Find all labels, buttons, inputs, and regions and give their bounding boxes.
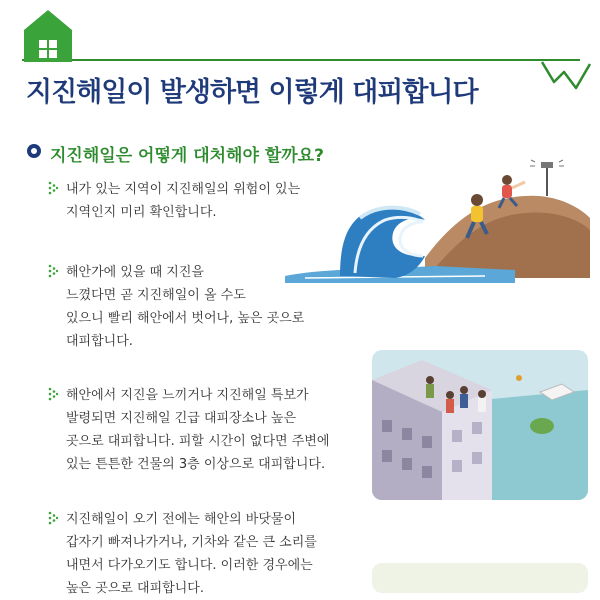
- dot-arrow-icon: [48, 181, 58, 195]
- lightning-icon: [540, 60, 592, 90]
- circle-bullet-icon: [27, 144, 41, 158]
- partial-illustration-panel: [372, 563, 588, 593]
- flooded-building-illustration: [372, 350, 588, 500]
- dot-arrow-icon: [48, 511, 58, 525]
- tsunami-hill-illustration: [285, 158, 590, 293]
- list-item-text: 해안에서 지진을 느끼거나 지진해일 특보가 발령되면 지진해일 긴급 대피장소나 높은 곳으로 대피합니다. 피할 시간이 없다면 주변에 있는 튼튼한 건물의 3층 이상으로 대피합니다.: [66, 388, 330, 472]
- dot-arrow-icon: [48, 264, 58, 278]
- list-item-text: 내가 있는 지역이 지진해일의 위험이 있는 지역인지 미리 확인합니다.: [66, 182, 301, 220]
- list-item-text: 지진해일이 오기 전에는 해안의 바닷물이 갑자기 빠져나가거나, 기차와 같은 큰 소리를 내면서 다가오기도 합니다. 이러한 경우에는 높은 곳으로 대피합니다.: [66, 512, 317, 596]
- page-title: 지진해일이 발생하면 이렇게 대피합니다: [26, 77, 478, 108]
- section-title: 지진해일은 어떻게 대처해야 할까요?: [50, 146, 324, 166]
- list-item-text: 해안가에 있을 때 지진을 느꼈다면 곧 지진해일이 올 수도 있으니 빨리 해안에서 벗어나, 높은 곳으로 대피합니다.: [66, 265, 305, 349]
- dot-arrow-icon: [48, 387, 58, 401]
- house-icon: [22, 8, 74, 62]
